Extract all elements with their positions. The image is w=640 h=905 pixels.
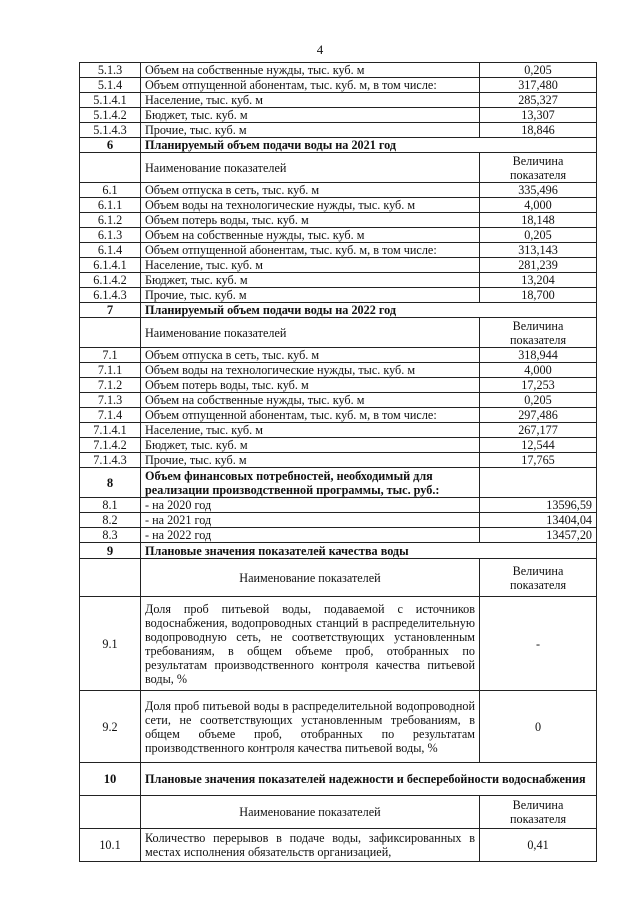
- header-value: Величина показателя: [480, 796, 597, 829]
- table-row: [80, 213, 597, 228]
- row-number: 7.1.2: [80, 378, 141, 393]
- section-title: Планируемый объем подачи воды на 2021 год: [141, 138, 597, 153]
- table-row: [80, 423, 597, 438]
- row-name: Прочие, тыс. куб. м: [141, 453, 480, 468]
- row-name: Объем отпущенной абонентам, тыс. куб. м, в том числе:: [141, 243, 480, 258]
- row-name: Доля проб питьевой воды в распределительной водопроводной сети, не соответствующих установленным требованиям, в общем объеме проб, отобранных по результатам производственного контроля качества питьевой воды, %: [141, 691, 480, 763]
- row-number: 7.1.4.2: [80, 438, 141, 453]
- table-row: [80, 691, 597, 763]
- row-value: 297,486: [480, 408, 597, 423]
- row-name: Объем отпущенной абонентам, тыс. куб. м, в том числе:: [141, 408, 480, 423]
- header-name: Наименование показателей: [141, 153, 480, 183]
- row-value: 18,846: [480, 123, 597, 138]
- table-row: [80, 829, 597, 862]
- row-name: Бюджет, тыс. куб. м: [141, 438, 480, 453]
- row-number: 6.1.2: [80, 213, 141, 228]
- row-value: 335,496: [480, 183, 597, 198]
- section-title: Планируемый объем подачи воды на 2022 год: [141, 303, 597, 318]
- row-value: 17,765: [480, 453, 597, 468]
- table-row: [80, 408, 597, 423]
- row-number: 7.1.4.3: [80, 453, 141, 468]
- row-name: Объем потерь воды, тыс. куб. м: [141, 378, 480, 393]
- row-value: -: [480, 597, 597, 691]
- table-row: [80, 108, 597, 123]
- row-value: 285,327: [480, 93, 597, 108]
- section-title: Объем финансовых потребностей, необходимый для реализации производственной программы, тыс. руб.:: [141, 468, 480, 498]
- section-row: [80, 763, 597, 796]
- row-number: 7.1: [80, 348, 141, 363]
- row-number: 6.1.1: [80, 198, 141, 213]
- row-number: 5.1.4: [80, 78, 141, 93]
- header-blank: [80, 153, 141, 183]
- header-blank: [80, 796, 141, 829]
- row-name: Население, тыс. куб. м: [141, 258, 480, 273]
- header-value: Величина показателя: [480, 318, 597, 348]
- row-value: 281,239: [480, 258, 597, 273]
- row-value: 18,148: [480, 213, 597, 228]
- column-header-row: [80, 318, 597, 348]
- table-row: [80, 228, 597, 243]
- row-number: 7.1.1: [80, 363, 141, 378]
- table-row: [80, 288, 597, 303]
- header-blank: [80, 318, 141, 348]
- section-row: [80, 138, 597, 153]
- header-name: Наименование показателей: [141, 796, 480, 829]
- row-number: 6.1.4.1: [80, 258, 141, 273]
- table-row: [80, 453, 597, 468]
- row-number: 5.1.4.3: [80, 123, 141, 138]
- row-name: Объем воды на технологические нужды, тыс. куб. м: [141, 198, 480, 213]
- table-row: [80, 198, 597, 213]
- section-row: [80, 303, 597, 318]
- row-value: 4,000: [480, 198, 597, 213]
- section-number: 7: [80, 303, 141, 318]
- row-value: 313,143: [480, 243, 597, 258]
- section-value: [480, 468, 597, 498]
- row-value: 317,480: [480, 78, 597, 93]
- header-name: Наименование показателей: [141, 318, 480, 348]
- row-value: 17,253: [480, 378, 597, 393]
- table-row: [80, 378, 597, 393]
- row-name: Объем воды на технологические нужды, тыс. куб. м: [141, 363, 480, 378]
- row-number: 7.1.4: [80, 408, 141, 423]
- section-number: 9: [80, 543, 141, 559]
- row-name: Объем отпуска в сеть, тыс. куб. м: [141, 348, 480, 363]
- table-row: [80, 498, 597, 513]
- row-name: Объем отпущенной абонентам, тыс. куб. м, в том числе:: [141, 78, 480, 93]
- row-value: 267,177: [480, 423, 597, 438]
- section-number: 10: [80, 763, 141, 796]
- section-title: Плановые значения показателей надежности и бесперебойности водоснабжения: [141, 763, 597, 796]
- row-name: Объем на собственные нужды, тыс. куб. м: [141, 228, 480, 243]
- row-value: 12,544: [480, 438, 597, 453]
- section-number: 6: [80, 138, 141, 153]
- row-name: Население, тыс. куб. м: [141, 93, 480, 108]
- table-row: [80, 363, 597, 378]
- row-name: - на 2022 год: [141, 528, 480, 543]
- row-value: 13457,20: [480, 528, 597, 543]
- row-number: 9.2: [80, 691, 141, 763]
- section-title: Плановые значения показателей качества воды: [141, 543, 597, 559]
- table-row: [80, 438, 597, 453]
- row-name: - на 2020 год: [141, 498, 480, 513]
- table-row: [80, 513, 597, 528]
- row-value: 0,41: [480, 829, 597, 862]
- program-table: [79, 62, 597, 862]
- row-name: Объем отпуска в сеть, тыс. куб. м: [141, 183, 480, 198]
- row-value: 0,205: [480, 393, 597, 408]
- table-row: [80, 78, 597, 93]
- row-number: 8.2: [80, 513, 141, 528]
- row-value: 318,944: [480, 348, 597, 363]
- section-row: [80, 468, 597, 498]
- row-name: - на 2021 год: [141, 513, 480, 528]
- row-value: 13,204: [480, 273, 597, 288]
- row-number: 8.3: [80, 528, 141, 543]
- section-row: [80, 543, 597, 559]
- table-row: [80, 597, 597, 691]
- row-number: 6.1.4.2: [80, 273, 141, 288]
- column-header-row: [80, 559, 597, 597]
- row-value: 13404,04: [480, 513, 597, 528]
- page-number: 4: [316, 42, 324, 57]
- row-name: Объем потерь воды, тыс. куб. м: [141, 213, 480, 228]
- row-number: 6.1.4: [80, 243, 141, 258]
- table-row: [80, 63, 597, 78]
- header-blank: [80, 559, 141, 597]
- row-name: Доля проб питьевой воды, подаваемой с источников водоснабжения, водопроводных станций в распределительную водопроводную сеть, не соответствующих установленным требованиям, в общем объеме проб, отобранных по результатам производственного контроля качества питьевой воды, %: [141, 597, 480, 691]
- row-number: 9.1: [80, 597, 141, 691]
- header-value: Величина показателя: [480, 559, 597, 597]
- table-row: [80, 273, 597, 288]
- row-number: 6.1: [80, 183, 141, 198]
- row-name: Объем на собственные нужды, тыс. куб. м: [141, 63, 480, 78]
- table-row: [80, 93, 597, 108]
- section-number: 8: [80, 468, 141, 498]
- row-name: Бюджет, тыс. куб. м: [141, 273, 480, 288]
- column-header-row: [80, 153, 597, 183]
- row-name: Население, тыс. куб. м: [141, 423, 480, 438]
- row-name: Бюджет, тыс. куб. м: [141, 108, 480, 123]
- row-number: 6.1.3: [80, 228, 141, 243]
- header-value: Величина показателя: [480, 153, 597, 183]
- row-number: 10.1: [80, 829, 141, 862]
- row-number: 5.1.4.2: [80, 108, 141, 123]
- row-value: 4,000: [480, 363, 597, 378]
- table-row: [80, 183, 597, 198]
- row-number: 7.1.3: [80, 393, 141, 408]
- row-value: 0: [480, 691, 597, 763]
- row-number: 5.1.3: [80, 63, 141, 78]
- row-name: Прочие, тыс. куб. м: [141, 123, 480, 138]
- row-name: Объем на собственные нужды, тыс. куб. м: [141, 393, 480, 408]
- table-row: [80, 528, 597, 543]
- row-number: 6.1.4.3: [80, 288, 141, 303]
- row-number: 8.1: [80, 498, 141, 513]
- header-name: Наименование показателей: [141, 559, 480, 597]
- row-value: 13596,59: [480, 498, 597, 513]
- row-number: 5.1.4.1: [80, 93, 141, 108]
- table-row: [80, 393, 597, 408]
- row-name: Количество перерывов в подаче воды, зафиксированных в местах исполнения обязательств организацией,: [141, 829, 480, 862]
- row-value: 18,700: [480, 288, 597, 303]
- table-row: [80, 123, 597, 138]
- column-header-row: [80, 796, 597, 829]
- row-value: 0,205: [480, 228, 597, 243]
- table-row: [80, 243, 597, 258]
- row-value: 0,205: [480, 63, 597, 78]
- table-row: [80, 348, 597, 363]
- row-number: 7.1.4.1: [80, 423, 141, 438]
- row-name: Прочие, тыс. куб. м: [141, 288, 480, 303]
- table-row: [80, 258, 597, 273]
- row-value: 13,307: [480, 108, 597, 123]
